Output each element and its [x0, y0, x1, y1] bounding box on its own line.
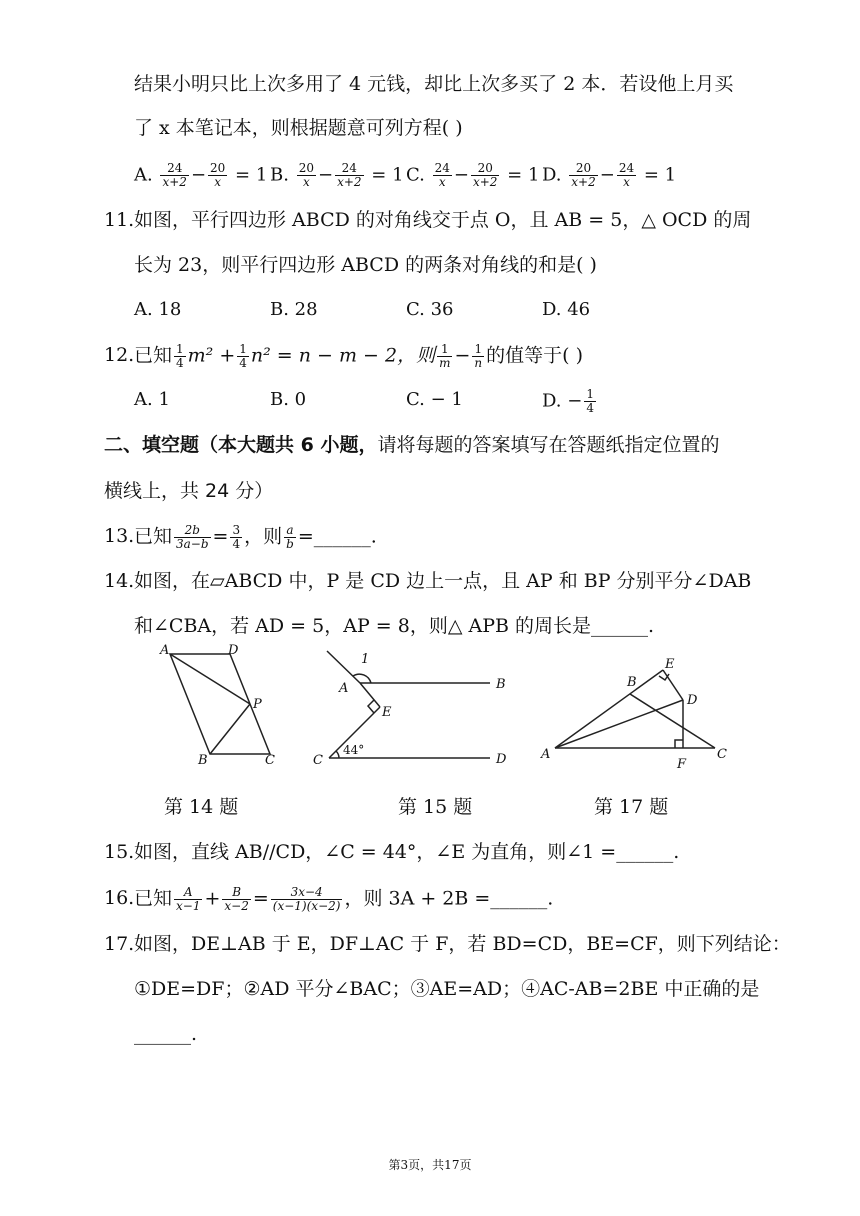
caption-fig-14: 第 14 题: [164, 796, 239, 818]
figure-14: [150, 640, 290, 770]
fig14-label-a: A: [160, 643, 170, 658]
fig14-line-bp: [210, 704, 250, 754]
figure-17: [535, 650, 735, 775]
fig15-label-a: A: [339, 681, 349, 696]
fig14-label-d: D: [228, 643, 239, 658]
fig17-line-bc: [630, 694, 715, 748]
fig15-label-44: 44°: [343, 743, 365, 757]
fig17-label-d: D: [687, 693, 698, 708]
intro-line-1: 结果小明只比上次多用了 4 元钱，却比上次多买了 2 本．若设他上月买: [134, 73, 734, 95]
q12-option-d: D. − $\frac{1}{4}$: [542, 387, 594, 415]
q11-line-1: 如图，平行四边形 ABCD 的对角线交于点 O，且 AB = 5，△ OCD 的周: [134, 209, 752, 231]
q12-option-c: C. − 1: [406, 389, 463, 410]
fig14-label-p: P: [253, 697, 262, 712]
page-footer: 第3页，共17页: [388, 1158, 472, 1172]
fig17-line-ed: [663, 670, 683, 700]
q14-line-2: 和∠CBA，若 AD = 5，AP = 8，则△ APB 的周长是______.: [134, 615, 655, 637]
fig15-label-b: B: [496, 677, 506, 692]
q11-option-d: D. 46: [542, 299, 591, 320]
fig17-label-e: E: [665, 657, 675, 672]
q10-option-b: B. $\frac{20}{x}$ − $\frac{24}{x+2}$ = 1: [270, 161, 404, 189]
q15-number: 15.: [104, 841, 135, 863]
fig17-label-f: F: [677, 757, 687, 772]
fig17-label-c: C: [717, 747, 727, 762]
fig15-label-1: 1: [361, 652, 370, 667]
q14-number: 14.: [104, 570, 135, 592]
section-2-title: 二、填空题（本大题共 6 小题，请将每题的答案填写在答题纸指定位置的: [104, 434, 720, 456]
fig14-label-c: C: [265, 753, 275, 768]
q10-option-d: D. $\frac{20}{x+2}$ − $\frac{24}{x}$ = 1: [542, 161, 677, 189]
q11-option-b: B. 28: [270, 299, 318, 320]
fig15-angle-c-arc: [336, 751, 339, 758]
caption-fig-15: 第 15 题: [398, 796, 473, 818]
q10-option-a: A. $\frac{24}{x+2}$ − $\frac{20}{x}$ = 1: [134, 161, 268, 189]
fig15-right-angle: [368, 700, 374, 713]
q12-option-b: B. 0: [270, 389, 307, 410]
section-2-title-line-2: 横线上，共 24 分）: [104, 480, 274, 502]
fig14-label-b: B: [198, 753, 208, 768]
q13-text: 已知 $\frac{2b}{3a-b}$ = $\frac{3}{4}$ ，则 $\frac{a}{b}$ =______.: [134, 523, 377, 551]
q14-line-1: 如图，在▱ABCD 中，P 是 CD 边上一点，且 AP 和 BP 分别平分∠DAB: [134, 570, 752, 592]
fig17-label-a: A: [541, 747, 551, 762]
q11-number: 11.: [104, 209, 135, 231]
q10-option-c: C. $\frac{24}{x}$ − $\frac{20}{x+2}$ = 1: [406, 161, 540, 189]
q17-line-2: ①DE=DF；②AD 平分∠BAC；③AE=AD；④AC-AB=2BE 中正确的是: [134, 978, 760, 1000]
q16-text: 已知 $\frac{A}{x-1}$ + $\frac{B}{x-2}$ = $\frac{3x-4}{(x-1)(x-2)}$ ，则 3A + 2B =______.: [134, 885, 554, 913]
fig15-label-d: D: [496, 752, 507, 767]
q16-number: 16.: [104, 887, 135, 909]
figure-15: [305, 645, 525, 770]
q12-text: 已知 $\frac{1}{4}$ m² + $\frac{1}{4}$ n² = n − m − 2，则 $\frac{1}{m}$ − $\frac{1}{n}$ 的值等于( ): [134, 342, 584, 370]
fig17-right-angle-e: [659, 674, 669, 680]
q17-line-1: 如图，DE⊥AB 于 E，DF⊥AC 于 F，若 BD=CD，BE=CF，则下列结论：: [134, 933, 791, 955]
fig17-line-ae: [555, 670, 663, 748]
q11-option-a: A. 18: [134, 299, 182, 320]
q13-number: 13.: [104, 525, 135, 547]
q17-line-3: ______.: [134, 1023, 198, 1045]
fig17-right-angle-f: [675, 740, 683, 748]
q11-line-2: 长为 23，则平行四边形 ABCD 的两条对角线的和是( ): [134, 254, 597, 276]
q12-option-a: A. 1: [134, 389, 170, 410]
fig15-extension: [327, 651, 360, 683]
q11-option-c: C. 36: [406, 299, 454, 320]
q12-number: 12.: [104, 344, 135, 366]
q15-text: 如图，直线 AB//CD，∠C = 44°，∠E 为直角，则∠1 =______.: [134, 841, 680, 863]
fig15-label-c: C: [313, 753, 323, 768]
fig17-label-b: B: [627, 675, 637, 690]
caption-fig-17: 第 17 题: [594, 796, 669, 818]
fig14-line-ap: [170, 654, 250, 704]
fig15-label-e: E: [382, 705, 392, 720]
fig17-line-ad: [555, 700, 683, 748]
intro-line-2: 了 x 本笔记本，则根据题意可列方程( ): [134, 117, 463, 139]
q17-number: 17.: [104, 933, 135, 955]
